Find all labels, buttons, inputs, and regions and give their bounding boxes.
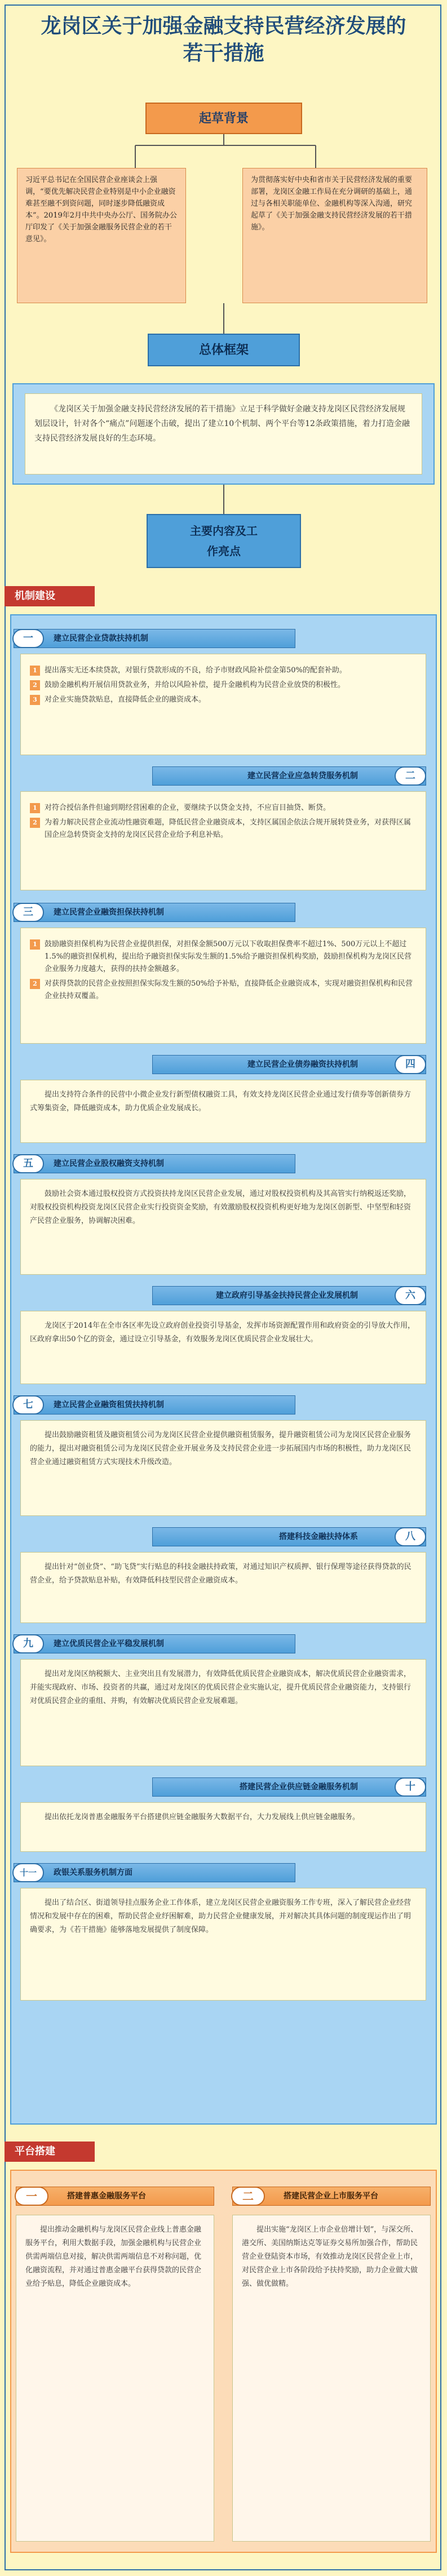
item-6-number: 六: [395, 1286, 426, 1305]
background-right-box: 为贯彻落实好中央和省市关于民营经济发展的重要部署，龙岗区金融工作局在充分调研的基础上，通过与各相关职能单位、金融机构等深入沟通，研究起草了《关于加强金融支持民营经济发展的若干措施》。: [242, 168, 427, 303]
item-6-bar: 建立政府引导基金扶持民营企业发展机制: [152, 1286, 426, 1305]
section-mechanisms: 机制建设: [5, 586, 95, 606]
item-10-bar: 搭建民营企业供应链金融服务机制: [152, 1777, 426, 1797]
item-1-bullet-3: 3 对企业实施贷款贴息，直接降低企业的融资成本。: [30, 694, 417, 706]
item-6-card: 龙岗区于2014年在全市各区率先设立政府创业投资引导基金，发挥市场资源配置作用和政府资金的引导放大作用，区政府拿出50个亿的资金，通过设立引导基金，有效服务龙岗区优质民营企业发展壮大。: [20, 1311, 426, 1384]
item-5-bar: 建立民营企业股权融资支持机制: [14, 1154, 295, 1173]
platform-2-number: 二: [231, 2187, 265, 2206]
page-title-line2: 若干措施: [183, 41, 264, 65]
item-8-bar: 搭建科技金融扶持体系: [152, 1527, 426, 1546]
main-heading-line2: 作亮点: [207, 544, 241, 558]
main-heading: [147, 514, 301, 568]
item-2-bullet-2: 2 为着力解决民营企业流动性融资难题，降低民营企业融资成本，支持区属国企依法合规开展转贷业务，对获得区属国企应急转贷资金支持的龙岗区民营企业给予利息补贴。: [30, 817, 417, 841]
item-8-card: 提出针对“创业贷”、“助飞贷”实行贴息的科技金融扶持政策，对通过知识产权质押、银行保理等途径获得贷款的民营企业，给予贷款贴息补贴，有效降低科技型民营企业融资成本。: [20, 1552, 426, 1623]
item-1-bullet-2: 2 鼓励金融机构开展信用贷款业务，并给以风险补偿，提升金融机构为民营企业放贷的积极性。: [30, 679, 417, 691]
background-heading: 起草背景: [145, 103, 302, 134]
item-2-bullet-1: 1 对符合授信条件但逾到期经营困难的企业，要继续予以贷金支持，不应盲目抽贷、断贷。: [30, 802, 417, 814]
item-3-bullet-2: 2 对获得贷款的民营企业按照担保实际发生额的50%给予补贴，直接降低企业融资成本，实现对融资担保机构和民营企业扶持双覆盖。: [30, 978, 417, 1003]
item-3-bullet-1: 1 鼓励融资担保机构为民营企业提供担保，对担保金额500万元以下收取担保费率不超过1%、500万元以上不超过1.5%的融资担保机构，提出给予融资担保实际发生额的1.5%给予融资担保机构奖励，鼓励担保机构为龙岗区民营企业服务力度越大，获得的扶持金额越多。: [30, 938, 417, 976]
item-5-card: 鼓励社会资本通过股权投资方式投资扶持龙岗区民营企业发展，通过对股权投资机构及其高管实行纳税返还奖励，对股权投资机构投资龙岗区民营企业实行投资资金奖励，有效激励股权投资机构更好地为龙岗区创新型、中坚型和轻资产民营企业服务，协调解决困难。: [20, 1179, 426, 1275]
item-9-bar: 建立优质民营企业平稳发展机制: [14, 1634, 295, 1653]
item-10-number: 十: [395, 1777, 426, 1797]
item-9-number: 九: [12, 1634, 44, 1653]
item-9-card: 提出对龙岗区纳税额大、主业突出且有发展潜力，有效降低优质民营企业融资成本，解决优质民营企业融资需求，并能实现政府、市场、投资者的共赢，通过对龙岗区的优质民营企业实施认定，提升优质民营企业融资能力，支持银行对优质民营企业的重组、并购，有效解决优质民营企业发展难题。: [20, 1659, 426, 1766]
platform-1-card: 提出推动金融机构与龙岗区民营企业线上普惠金融服务平台，利用大数据手段，加强金融机构与民营企业供需两端信息对接，解决供需两端信息不对称问题，优化融资流程，并对通过普惠金融平台获得贷款的民营企业给予贴息，降低企业融资成本。: [16, 2215, 214, 2542]
item-8-number: 八: [395, 1527, 426, 1546]
platform-1-number: 一: [15, 2187, 48, 2206]
item-4-number: 四: [395, 1055, 426, 1074]
item-11-card: 提出了结合区、街道领导挂点服务企业工作体系，建立龙岗区民营企业融资服务工作专班，深入了解民营企业经营情况和发展中存在的困难，帮助民营企业纾困解难，助力民营企业健康发展，并对解决其具体问题的制度现运作出了明确要求，为《若干措施》能够落地发展提供了制度保障。: [20, 1888, 426, 2001]
main-connector: [223, 485, 224, 516]
framework-connector: [223, 303, 224, 336]
framework-heading: 总体框架: [148, 334, 300, 366]
item-1-number: 一: [12, 629, 44, 648]
framework-text: 《龙岗区关于加强金融支持民营经济发展的若干措施》立足于科学做好金融支持龙岗区民营经济发展规划层设计，针对各个“痛点”问题逐个击破，提出了建立10个机制、两个平台等12条政策措施，着力打造金融支持民营经济发展良好的生态环境。: [25, 393, 422, 475]
item-1-card: [20, 654, 426, 755]
item-7-number: 七: [12, 1395, 44, 1415]
item-3-bar: 建立民营企业融资担保扶持机制: [14, 903, 295, 922]
item-5-number: 五: [12, 1154, 44, 1173]
item-10-card: 提出依托龙岗普惠金融服务平台搭建供应链金融服务大数据平台，大力发展线上供应链金融服务。: [20, 1802, 426, 1852]
section-platforms: 平台搭建: [5, 2142, 95, 2162]
item-4-bar: 建立民营企业债券融资扶持机制: [152, 1055, 426, 1074]
item-11-bar: 政银关系服务机制方面: [14, 1863, 295, 1882]
item-1-bar: 建立民营企业贷款扶持机制: [14, 629, 295, 648]
background-left-box: 习近平总书记在全国民营企业座谈会上强调，“要优先解决民营企业特别是中小企业融资难甚至融不到资问题，同时逐步降低融资成本”。2019年2月中共中央办公厅、国务院办公厅印发了《关于加强金融服务民营企业的若干意见》。: [17, 168, 186, 303]
item-2-card: [20, 791, 426, 890]
platform-2-bar: 搭建民营企业上市服务平台: [232, 2187, 431, 2206]
item-2-number: 二: [395, 766, 426, 786]
item-1-bullet-1: 1 提出落实无还本续贷款，对银行贷款形成的不良，给予市财政风险补偿金第50%的配套补助。: [30, 664, 417, 677]
item-7-card: 提出鼓励融资租赁及融资租赁公司为龙岗区民营企业提供融资租赁服务，提升融资租赁公司为龙岗区民营企业服务的能力，提出对融资租赁公司为龙岗区民营企业开展业务及支持民营企业进一步拓展国内市场的积极性，助力龙岗区民营企业通过融资租赁方式实现技术升级改造。: [20, 1420, 426, 1516]
item-7-bar: 建立民营企业融资租赁扶持机制: [14, 1395, 295, 1415]
item-4-card: 提出支持符合条件的民营中小微企业发行新型债权融资工具，有效支持龙岗区民营企业通过发行债券等创新债券方式筹集资金，降低融资成本，助力优质企业发展成长。: [20, 1080, 426, 1143]
item-2-bar: 建立民营企业应急转贷服务机制: [152, 766, 426, 786]
main-heading-line1: 主要内容及工: [190, 524, 258, 538]
item-3-number: 三: [12, 903, 44, 922]
item-3-card: [20, 928, 426, 1044]
item-11-number: 十一: [12, 1863, 44, 1882]
platform-2-card: 提出实施“龙岗区上市企业倍增计划”，与深交所、港交所、美国纳斯达克等证券交易所加强合作，帮助民营企业登陆资本市场，有效推动龙岗区民营企业上市，对民营企业上市各阶段给予扶持奖励，助力企业做大做强、做优做精。: [232, 2215, 431, 2542]
platform-1-bar: 搭建普惠金融服务平台: [16, 2187, 214, 2206]
page-title-line1: 龙岗区关于加强金融支持民营经济发展的: [41, 14, 406, 38]
